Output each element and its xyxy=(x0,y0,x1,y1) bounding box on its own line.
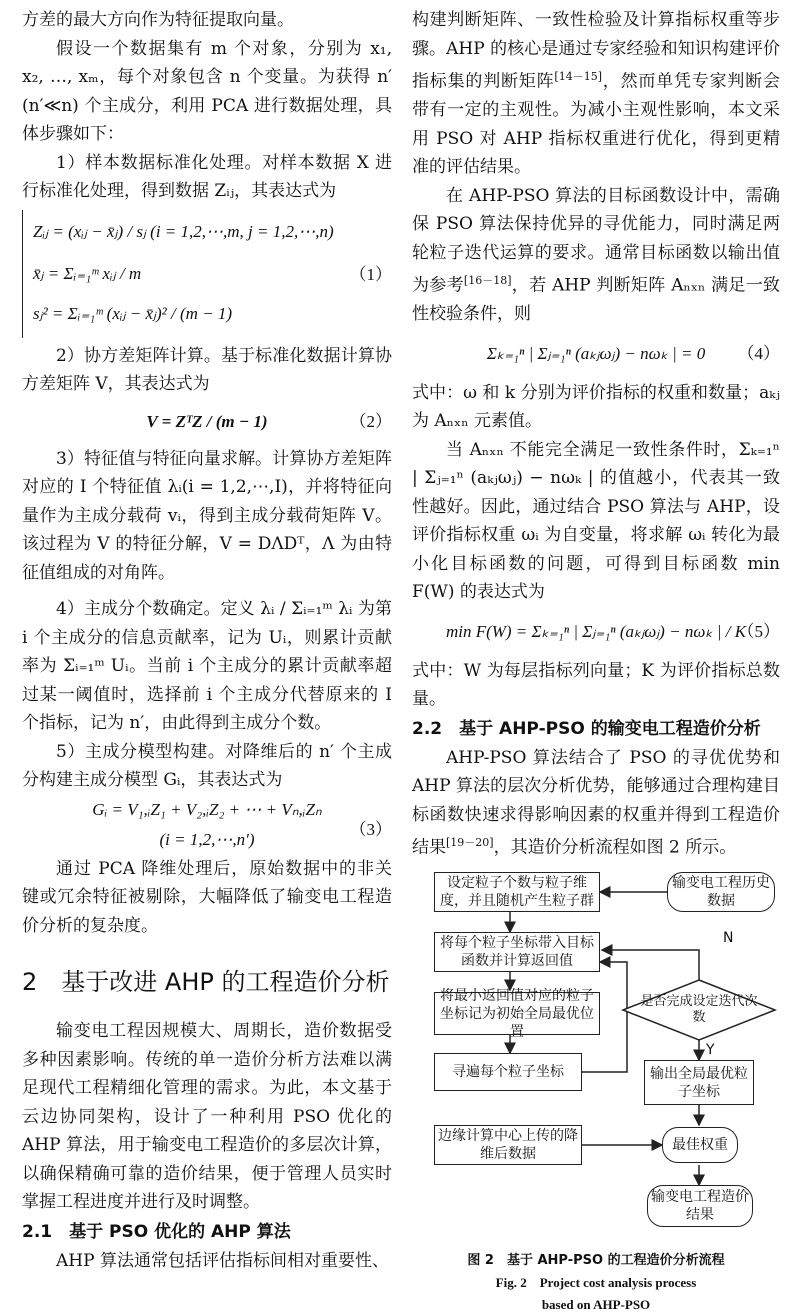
equation-number: （2） xyxy=(349,411,392,431)
paragraph: 方差的最大方向作为特征提取向量。 xyxy=(22,10,294,30)
equation-line: Zᵢⱼ = (xᵢⱼ − x̄ⱼ) / sⱼ (i = 1,2,⋯,m, j = 1,2,⋯,n) xyxy=(33,221,334,241)
subsection-heading: 2.1 基于 PSO 优化的 AHP 算法 xyxy=(22,1221,291,1242)
equation-1 xyxy=(22,210,392,338)
arrow xyxy=(602,950,699,980)
step-2: 2）协方差矩阵计算。基于标准化数据计算协方差矩阵 V，其表达式为 xyxy=(22,345,392,394)
flowchart xyxy=(412,870,780,1250)
flow-step-output: 输出全局最优粒子坐标 xyxy=(644,1060,754,1105)
text: ，若 AHP 判断矩阵 Aₙₓₙ 满足一致性校验条件，则 xyxy=(412,275,780,325)
equation-5 xyxy=(412,607,780,657)
flow-input-edge: 边缘计算中心上传的降维后数据 xyxy=(434,1125,582,1165)
equation-text: V = ZᵀZ / (m − 1) xyxy=(146,411,268,431)
paragraph: 输变电工程因规模大、周期长，造价数据受多种因素影响。传统的单一造价分析方法难以满足现代工程精细化管理的需求。为此，本文基于云边协同架构，设计了一种利用 PSO 优化的 AHP 算法，用于输变电工程造价的多层次计算，以确保精确可靠的造价结果，便于管理人员实时掌握工程进度并进行及时调整。 xyxy=(22,1021,392,1212)
paragraph: 式中：W 为每层指标列向量；K 为评价指标总数量。 xyxy=(412,660,780,710)
caption-en: Fig. 2 Project cost analysis process xyxy=(495,1275,697,1291)
citation: [14－15] xyxy=(554,70,602,83)
flow-best-weight: 最佳权重 xyxy=(662,1127,738,1163)
step-5: 5）主成分模型构建。对降维后的 n′ 个主成分构建主成分模型 Gᵢ，其表达式为 xyxy=(22,741,392,790)
equation-line: (i = 1,2,⋯,n′) xyxy=(159,829,255,849)
equation-text: Σₖ₌₁ⁿ | Σⱼ₌₁ⁿ (aₖⱼωⱼ) − nωₖ | = 0 xyxy=(486,343,706,363)
flow-step-global-best: 将最小返回值对应的粒子坐标记为初始全局最优位置 xyxy=(434,992,600,1035)
text: ，其造价分析流程如图 2 所示。 xyxy=(493,837,737,858)
step-4: 4）主成分个数确定。定义 λᵢ / Σᵢ₌₁ᵐ λᵢ 为第 i 个主成分的信息贡献率，记为 Uᵢ，则累计贡献率为 Σᵢ₌₁ᵐ Uᵢ。当前 i 个主成分的累计贡献率超过某一阈值时，选择前 i 个主成分代替原来的 I 个指标，记为 n′，由此得到主成分个数。 xyxy=(22,599,392,733)
paragraph xyxy=(412,182,780,329)
caption-cn: 图 2 基于 AHP-PSO 的工程造价分析流程 xyxy=(467,1253,725,1269)
left-column xyxy=(22,6,392,1275)
caption-en: based on AHP-PSO xyxy=(541,1297,651,1313)
paragraph: 当 Aₙₓₙ 不能完全满足一致性条件时，Σₖ₌₁ⁿ | Σⱼ₌₁ⁿ (aₖⱼωⱼ) − nωₖ | 的值越小，代表其一致性越好。因此，通过结合 PSO 算法与 AHP，设评价指标权重 ωᵢ 为自变量，将求解 ωᵢ 转化为最小化目标函数的问题，可得到目标函数 min F(W) 的表达式为 xyxy=(412,439,780,603)
text: 构建判断矩阵、一致性检验及计算指标权重等步骤。AHP 的核心是通过专家经验和知识构建评价指标集的判断矩阵 xyxy=(412,10,780,92)
equation-line: sⱼ² = Σᵢ₌₁ᵐ (xᵢⱼ − x̄ⱼ)² / (m − 1) xyxy=(33,303,233,323)
equation-number: （3） xyxy=(349,819,392,839)
flow-input-history: 输变电工程历史数据 xyxy=(667,872,775,912)
equation-line: x̄ⱼ = Σᵢ₌₁ᵐ xᵢⱼ / m xyxy=(33,263,142,283)
text: 在 AHP-PSO 算法的目标函数设计中，需确保 PSO 算法保持优异的寻优能力，同时满足两轮粒子迭代运算的要求。通常目标函数以输出值为参考 xyxy=(412,185,780,296)
step-3: 3）特征值与特征向量求解。计算协方差矩阵对应的 I 个特征值 λᵢ(i = 1,2,⋯,I)，并将特征向量作为主成分载荷 vᵢ，得到主成分载荷矩阵 V。该过程为 V 的特征分解，V = DΛDᵀ，Λ 为由特征值组成的对角阵。 xyxy=(22,448,392,583)
text: AHP-PSO 算法结合了 PSO 的寻优优势和 AHP 算法的层次分析优势，能够通过合理构建目标函数快速求得影响因素的权重并得到工程造价结果 xyxy=(412,747,780,858)
equation-number: （5） xyxy=(737,621,780,641)
paragraph: 式中：ω 和 k 分别为评价指标的权重和数量；aₖⱼ 为 Aₙₓₙ 元素值。 xyxy=(412,382,780,432)
step-1: 1）样本数据标准化处理。对样本数据 X 进行标准化处理，得到数据 Zᵢⱼ，其表达式为 xyxy=(22,152,392,201)
citation: [19－20] xyxy=(446,836,494,850)
equation-number: （1） xyxy=(349,264,392,284)
citation: [16－18] xyxy=(463,274,512,288)
paragraph: 通过 PCA 降维处理后，原始数据中的非关键或冗余特征被剔除，大幅降低了输变电工程造价分析的复杂度。 xyxy=(22,858,392,936)
right-column xyxy=(412,6,780,1316)
flow-step-traverse: 寻遍每个粒子坐标 xyxy=(434,1053,582,1091)
paragraph xyxy=(412,6,780,182)
paragraph xyxy=(412,744,780,863)
paragraph: 假设一个数据集有 m 个对象，分别为 x₁, x₂, …, xₘ，每个对象包含 n 个变量。为获得 n′(n′≪n) 个主成分，利用 PCA 进行数据处理，具体步骤如下： xyxy=(22,38,392,144)
equation-number: （4） xyxy=(737,343,780,363)
equation-3 xyxy=(22,795,392,855)
flow-decision-label: 是否完成设定迭代次数 xyxy=(640,994,758,1026)
yes-label: Y xyxy=(706,1042,715,1059)
text: ，然而单凭专家判断会带有一定的主观性。为减小主观性影响，本文采用 PSO 对 AHP 指标权重进行优化，得到更精准的评估结果。 xyxy=(412,71,781,178)
subsection-heading: 2.2 基于 AHP-PSO 的输变电工程造价分析 xyxy=(412,718,761,739)
paragraph: AHP 算法通常包括评估指标间相对重要性、 xyxy=(56,1250,389,1271)
equation-line: Gᵢ = V₁,ᵢZ₁ + V₂,ᵢZ₂ + ⋯ + Vₙ,ᵢZₙ xyxy=(92,799,322,819)
flow-result: 输变电工程造价结果 xyxy=(647,1185,753,1227)
no-label: N xyxy=(723,930,734,947)
equation-2 xyxy=(22,399,392,445)
flow-step-evaluate: 将每个粒子坐标带入目标函数并计算返回值 xyxy=(434,932,600,972)
section-heading: 2 基于改进 AHP 的工程造价分析 xyxy=(22,968,390,996)
equation-4 xyxy=(412,329,780,379)
flow-step-init: 设定粒子个数与粒子维度，并且随机产生粒子群 xyxy=(434,872,600,912)
figure-caption xyxy=(412,1250,780,1316)
equation-text: min F(W) = Σₖ₌₁ⁿ | Σⱼ₌₁ⁿ (aₖⱼωⱼ) − nωₖ | / K xyxy=(445,621,747,641)
